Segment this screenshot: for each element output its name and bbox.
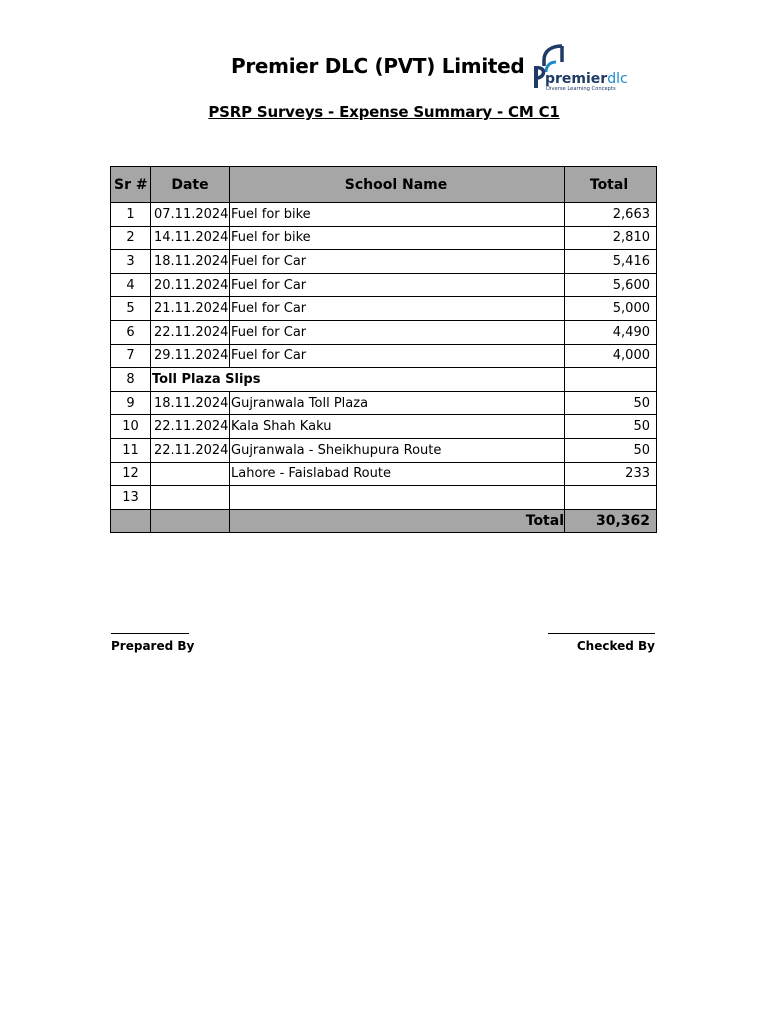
column-header-total: Total (565, 167, 657, 203)
cell-name: Fuel for Car (230, 344, 565, 368)
cell-date (151, 462, 230, 486)
cell-date: 18.11.2024 (151, 391, 230, 415)
cell-date: 07.11.2024 (151, 203, 230, 227)
prepared-by-signature-line (111, 633, 189, 634)
cell-sr: 1 (111, 203, 151, 227)
cell-total: 2,663 (565, 203, 657, 227)
logo-wordmark: premierdlc (545, 71, 628, 87)
grand-total-value: 30,362 (565, 509, 657, 533)
cell-date: 18.11.2024 (151, 250, 230, 274)
table-row (111, 320, 657, 344)
section-label: Toll Plaza Slips (151, 368, 565, 392)
cell-date: 22.11.2024 (151, 438, 230, 462)
table-row (111, 344, 657, 368)
cell-name: Fuel for Car (230, 273, 565, 297)
cell-date: 22.11.2024 (151, 320, 230, 344)
table-row (111, 203, 657, 227)
table-row (111, 273, 657, 297)
cell-sr: 3 (111, 250, 151, 274)
cell-sr: 10 (111, 415, 151, 439)
cell-name: Fuel for bike (230, 203, 565, 227)
cell-name: Fuel for bike (230, 226, 565, 250)
checked-by-signature-line (548, 633, 655, 634)
cell-total (565, 368, 657, 392)
cell-total (565, 486, 657, 510)
document-subtitle: PSRP Surveys - Expense Summary - CM C1 (208, 103, 560, 121)
cell-date: 22.11.2024 (151, 415, 230, 439)
cell-total: 5,000 (565, 297, 657, 321)
cell-total: 5,416 (565, 250, 657, 274)
table-row (111, 391, 657, 415)
cell-date: 29.11.2024 (151, 344, 230, 368)
total-label: Total (230, 509, 565, 533)
cell-sr: 7 (111, 344, 151, 368)
cell-sr: 11 (111, 438, 151, 462)
cell-sr: 6 (111, 320, 151, 344)
cell-sr: 5 (111, 297, 151, 321)
cell-empty (151, 509, 230, 533)
column-header-date: Date (151, 167, 230, 203)
cell-sr: 13 (111, 486, 151, 510)
table-row (111, 438, 657, 462)
cell-sr: 12 (111, 462, 151, 486)
cell-total: 4,490 (565, 320, 657, 344)
cell-name: Fuel for Car (230, 250, 565, 274)
expense-table (110, 166, 657, 533)
section-row-toll-plaza (111, 368, 657, 392)
table-row (111, 226, 657, 250)
cell-date: 14.11.2024 (151, 226, 230, 250)
table-row (111, 250, 657, 274)
company-title: Premier DLC (PVT) Limited (231, 54, 525, 78)
cell-name: Kala Shah Kaku (230, 415, 565, 439)
cell-name: Gujranwala - Sheikhupura Route (230, 438, 565, 462)
checked-by-label: Checked By (576, 639, 655, 653)
table-total-row (111, 509, 657, 533)
cell-total: 5,600 (565, 273, 657, 297)
cell-sr: 8 (111, 368, 151, 392)
cell-name: Lahore - Faislabad Route (230, 462, 565, 486)
premier-dlc-logo (532, 42, 642, 94)
cell-date: 21.11.2024 (151, 297, 230, 321)
cell-total: 50 (565, 438, 657, 462)
logo-tagline: Diverse Learning Concepts (546, 86, 616, 92)
cell-name (230, 486, 565, 510)
table-row (111, 297, 657, 321)
table-row (111, 486, 657, 510)
cell-empty (111, 509, 151, 533)
cell-sr: 2 (111, 226, 151, 250)
cell-name: Fuel for Car (230, 297, 565, 321)
column-header-sr: Sr # (111, 167, 151, 203)
cell-date (151, 486, 230, 510)
table-row (111, 415, 657, 439)
cell-sr: 9 (111, 391, 151, 415)
cell-total: 50 (565, 415, 657, 439)
cell-total: 233 (565, 462, 657, 486)
prepared-by-label: Prepared By (111, 639, 195, 653)
cell-total: 50 (565, 391, 657, 415)
cell-sr: 4 (111, 273, 151, 297)
cell-total: 2,810 (565, 226, 657, 250)
cell-name: Gujranwala Toll Plaza (230, 391, 565, 415)
cell-total: 4,000 (565, 344, 657, 368)
table-header-row (111, 167, 657, 203)
cell-date: 20.11.2024 (151, 273, 230, 297)
cell-name: Fuel for Car (230, 320, 565, 344)
column-header-school-name: School Name (230, 167, 565, 203)
table-row (111, 462, 657, 486)
